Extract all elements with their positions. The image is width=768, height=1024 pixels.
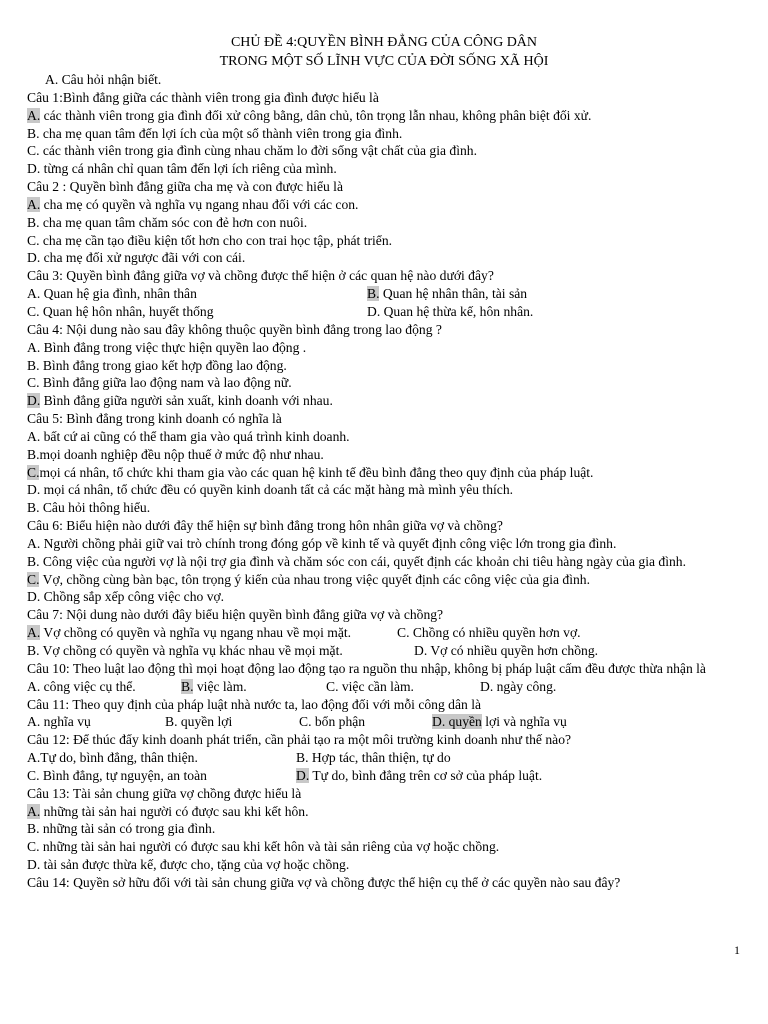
q12-option-b: B. Hợp tác, thân thiện, tự do — [296, 750, 451, 766]
q1-option-c: C. các thành viên trong gia đình cùng nhau chăm lo đời sống vật chất của gia đình. — [27, 143, 478, 159]
q2-option-b: B. cha mẹ quan tâm chăm sóc con đẻ hơn con nuôi. — [27, 214, 308, 230]
q5-option-d: D. mọi cá nhân, tổ chức đều có quyền kinh doanh tất cả các mặt hàng mà mình yêu thích. — [27, 482, 514, 498]
q4-question: Câu 4: Nội dung nào sau đây không thuộc quyền bình đẳng trong lao động ? — [27, 321, 442, 337]
q4-option-a: A. Bình đẳng trong việc thực hiện quyền lao động . — [27, 339, 307, 355]
q5-option-b: B.mọi doanh nghiệp đều nộp thuế ở mức độ như nhau. — [27, 446, 324, 462]
q6-option-a: A. Người chồng phải giữ vai trò chính trong đóng góp về kinh tế và quyết định công việc lớn trong gia đình. — [27, 535, 617, 551]
q5-option-c-text: mọi cá nhân, tổ chức khi tham gia vào các quan hệ kinh tế đều bình đẳng theo quy định của pháp luật. — [39, 464, 594, 480]
q3-question: Câu 3: Quyền bình đẳng giữa vợ và chồng được thể hiện ở các quan hệ nào dưới đây? — [27, 268, 494, 284]
document-body — [27, 71, 749, 892]
q11-option-d — [432, 713, 567, 731]
q7-option-a — [27, 624, 397, 642]
answer-key-highlight: B. — [367, 286, 380, 302]
q6-option-c — [27, 571, 749, 589]
q10-question: Câu 10: Theo luật lao động thì mọi hoạt động lao động tạo ra nguồn thu nhập, không bị pháp luật cấm đều được thừa nhận là — [27, 660, 706, 676]
answer-key-highlight: A. — [27, 107, 41, 123]
q6-question: Câu 6: Biểu hiện nào dưới đây thể hiện sự bình đẳng trong hôn nhân giữa vợ và chồng? — [27, 518, 503, 534]
q13-question: Câu 13: Tài sản chung giữa vợ chồng được hiểu là — [27, 785, 302, 801]
q13-option-d: D. tài sản được thừa kế, được cho, tặng của vợ hoặc chồng. — [27, 857, 350, 873]
q3-option-a: A. Quan hệ gia đình, nhân thân — [27, 286, 197, 302]
q12-option-d-text: Tự do, bình đẳng trên cơ sở của pháp luật. — [309, 767, 543, 783]
q13-option-a — [27, 803, 749, 821]
q1-option-b: B. cha mẹ quan tâm đến lợi ích của một số thành viên trong gia đình. — [27, 125, 403, 141]
q7-row-bd — [27, 642, 749, 660]
answer-key-highlight: D. — [27, 393, 41, 409]
q5-question: Câu 5: Bình đẳng trong kinh doanh có nghĩa là — [27, 411, 282, 427]
answer-key-highlight: A. — [27, 196, 41, 212]
q7-option-b: B. Vợ chồng có quyền và nghĩa vụ khác nhau về mọi mặt. — [27, 643, 343, 658]
q12-option-d — [296, 767, 542, 785]
q4-option-b: B. Bình đẳng trong giao kết hợp đồng lao động. — [27, 357, 287, 373]
q2-option-c: C. cha mẹ cần tạo điều kiện tốt hơn cho con trai học tập, phát triển. — [27, 232, 393, 248]
section-heading-b: B. Câu hỏi thông hiểu. — [27, 500, 151, 516]
q11-options — [27, 713, 749, 731]
q2-option-d: D. cha mẹ đối xử ngược đãi với con cái. — [27, 250, 246, 266]
q7-question: Câu 7: Nội dung nào dưới đây biểu hiện quyền bình đẳng giữa vợ và chồng? — [27, 607, 444, 623]
q3-option-b-text: Quan hệ nhân thân, tài sản — [379, 286, 528, 302]
q6-option-c-text: Vợ, chồng cùng bàn bạc, tôn trọng ý kiến của nhau trong việc quyết định các công việc của gia đình. — [39, 571, 590, 587]
q12-option-a: A.Tự do, bình đẳng, thân thiện. — [27, 750, 198, 766]
answer-key-highlight: A. — [27, 625, 41, 641]
q14-question: Câu 14: Quyền sở hữu đối với tài sản chung giữa vợ và chồng được thể hiện cụ thể ở các quyền nào sau đây? — [27, 874, 621, 890]
q7-row-ac — [27, 624, 749, 642]
q1-option-a-text: các thành viên trong gia đình đối xử công bằng, dân chủ, tôn trọng lẫn nhau, không phân biệt đối xử. — [40, 107, 592, 123]
q11-option-c: C. bổn phận — [299, 714, 366, 730]
q5-option-c — [27, 464, 749, 482]
q7-option-a-text: Vợ chồng có quyền và nghĩa vụ ngang nhau về mọi mặt. — [40, 625, 352, 641]
q11-question: Câu 11: Theo quy định của pháp luật nhà nước ta, lao động đối với mỗi công dân là — [27, 696, 482, 712]
q13-option-c: C. những tài sản hai người có được sau khi kết hôn và tài sản riêng của vợ hoặc chồng. — [27, 839, 500, 855]
q1-option-d: D. từng cá nhân chỉ quan tâm đến lợi ích riêng của mình. — [27, 161, 337, 177]
q13-option-b: B. những tài sản có trong gia đình. — [27, 821, 216, 837]
title-line-1: CHỦ ĐỀ 4:QUYỀN BÌNH ĐẲNG CỦA CÔNG DÂN — [230, 35, 538, 50]
section-heading-a: A. Câu hỏi nhận biết. — [45, 72, 162, 87]
q3-row-cd — [27, 303, 749, 321]
answer-key-highlight: D. — [296, 767, 310, 783]
q6-option-b: B. Công việc của người vợ là nội trợ gia đình và chăm sóc con cái, quyết định các khoản chi tiêu hàng ngày của gia đình. — [27, 553, 686, 569]
q3-row-ab — [27, 285, 749, 303]
q10-option-b — [181, 678, 326, 696]
q11-option-a: A. nghĩa vụ — [27, 714, 91, 730]
title-line-2: TRONG MỘT SỐ LĨNH VỰC CỦA ĐỜI SỐNG XÃ HỘI — [219, 54, 549, 69]
q10-options — [27, 678, 749, 696]
q3-option-d: D. Quan hệ thừa kế, hôn nhân. — [367, 303, 534, 319]
q10-option-c: C. việc cần làm. — [326, 678, 414, 694]
q4-option-c: C. Bình đẳng giữa lao động nam và lao động nữ. — [27, 375, 292, 391]
q2-question: Câu 2 : Quyền bình đẳng giữa cha mẹ và con được hiểu là — [27, 179, 343, 195]
q10-option-a: A. công việc cụ thể. — [27, 678, 136, 694]
q3-option-c: C. Quan hệ hôn nhân, huyết thống — [27, 303, 214, 319]
q5-option-a: A. bất cứ ai cũng có thể tham gia vào quá trình kinh doanh. — [27, 428, 350, 444]
answer-key-highlight: D. quyền — [432, 714, 482, 730]
q2-option-a — [27, 196, 749, 214]
answer-key-highlight: C. — [27, 464, 40, 480]
q13-option-a-text: những tài sản hai người có được sau khi kết hôn. — [40, 803, 309, 819]
answer-key-highlight: A. — [27, 803, 41, 819]
q11-option-b: B. quyền lợi — [165, 714, 233, 730]
q6-option-d: D. Chồng sắp xếp công việc cho vợ. — [27, 589, 225, 605]
q12-option-c: C. Bình đẳng, tự nguyện, an toàn — [27, 767, 207, 783]
answer-key-highlight: B. — [181, 678, 194, 694]
page-number: 1 — [734, 943, 740, 957]
q1-option-a — [27, 107, 749, 125]
q10-option-d: D. ngày công. — [480, 678, 557, 694]
q4-option-d-text: Bình đẳng giữa người sản xuất, kinh doanh với nhau. — [40, 393, 333, 409]
q2-option-a-text: cha mẹ có quyền và nghĩa vụ ngang nhau đối với các con. — [40, 196, 359, 212]
q12-row-ab — [27, 749, 749, 767]
q10-option-b-text: việc làm. — [193, 678, 247, 694]
q7-option-c: C. Chồng có nhiều quyền hơn vợ. — [397, 625, 581, 641]
q12-row-cd — [27, 767, 749, 785]
q3-option-b — [367, 285, 527, 303]
q1-question: Câu 1:Bình đẳng giữa các thành viên trong gia đình được hiểu là — [27, 89, 379, 105]
answer-key-highlight: C. — [27, 571, 40, 587]
q11-option-d-text: lợi và nghĩa vụ — [481, 714, 567, 730]
q7-option-d: D. Vợ có nhiều quyền hơn chồng. — [414, 643, 599, 658]
q4-option-d — [27, 392, 749, 410]
q12-question: Câu 12: Để thúc đẩy kinh doanh phát triển, cần phải tạo ra một môi trường kinh doanh như thế nào? — [27, 732, 572, 748]
